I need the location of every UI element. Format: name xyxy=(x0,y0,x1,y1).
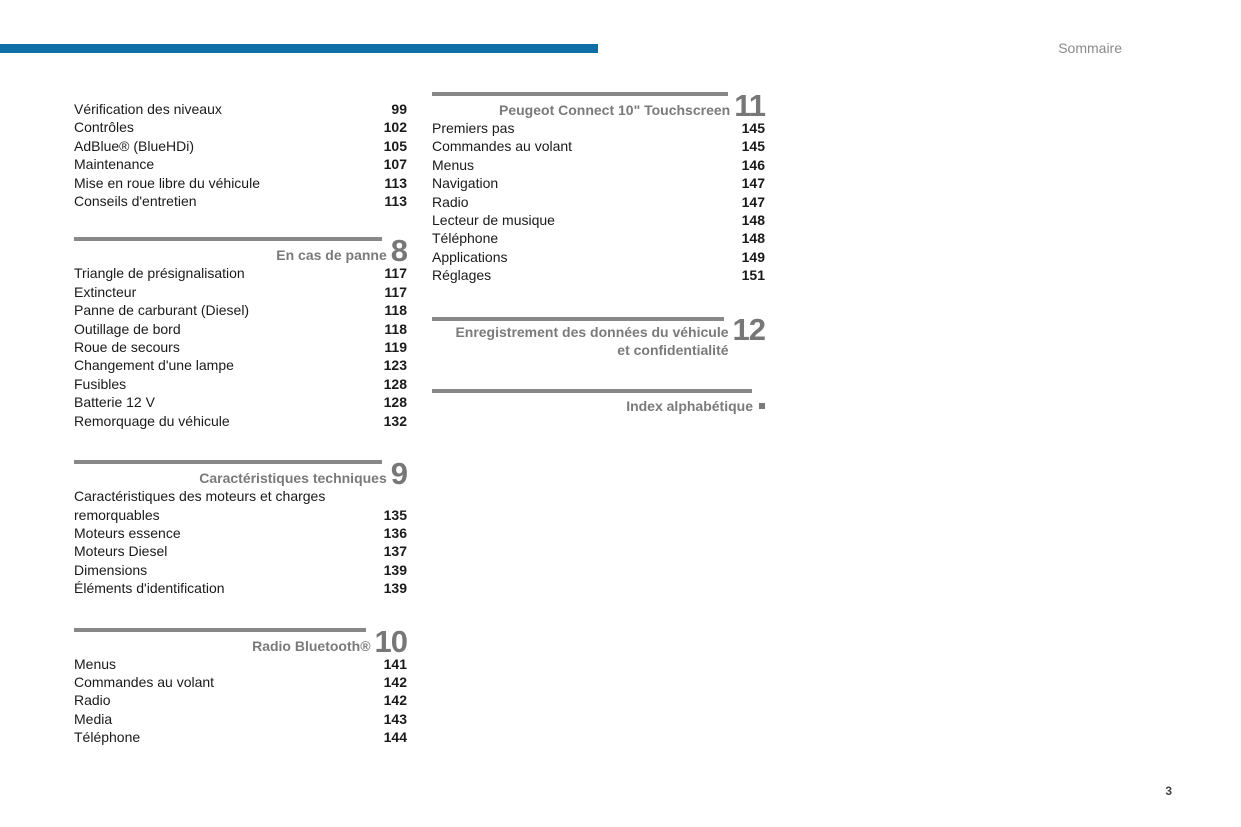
toc-entry[interactable] xyxy=(74,375,407,393)
toc-entry-page: 113 xyxy=(384,193,407,210)
chapter-title xyxy=(455,323,732,361)
toc-entry-label: Fusibles xyxy=(74,375,127,392)
toc-entry-page: 145 xyxy=(741,138,765,155)
toc-entry[interactable] xyxy=(432,174,765,192)
chapter-heading[interactable] xyxy=(432,311,765,361)
toc-entry-label: Lecteur de musique xyxy=(432,212,555,229)
chapter-rule xyxy=(432,389,752,393)
toc-entry[interactable] xyxy=(74,283,407,301)
toc-entry[interactable] xyxy=(74,710,407,728)
toc-section-maintenance xyxy=(74,100,407,210)
toc-entry-label: Media xyxy=(74,710,113,727)
toc-entry-label: Moteurs essence xyxy=(74,524,181,541)
toc-entry[interactable] xyxy=(432,119,765,137)
toc-entry-label: Triangle de présignalisation xyxy=(74,265,245,282)
toc-entry-page: 147 xyxy=(741,193,765,210)
chapter-heading[interactable] xyxy=(74,233,407,269)
toc-entry-page: 136 xyxy=(383,524,407,541)
toc-entry[interactable] xyxy=(432,266,765,284)
chapter-number: 8 xyxy=(390,233,407,269)
toc-entry-label: Moteurs Diesel xyxy=(74,543,168,560)
toc-entry[interactable] xyxy=(432,248,765,266)
chapter-title: En cas de panne xyxy=(276,247,387,264)
toc-entry[interactable] xyxy=(74,561,407,579)
toc-entry[interactable] xyxy=(74,338,407,356)
toc-entry-page: 148 xyxy=(741,212,765,229)
chapter-title-line1: Enregistrement des données du véhicule xyxy=(455,323,729,340)
toc-entry[interactable] xyxy=(74,137,407,155)
toc-entry-multiline[interactable] xyxy=(74,487,407,505)
toc-entry-label: Batterie 12 V xyxy=(74,394,155,411)
square-icon xyxy=(759,403,765,409)
toc-entry-page: 105 xyxy=(383,137,407,154)
toc-entry[interactable] xyxy=(74,155,407,173)
toc-entry-label: Conseils d'entretien xyxy=(74,193,197,210)
toc-entry-page: 119 xyxy=(384,339,407,356)
toc-section-chapter-12 xyxy=(432,311,765,361)
chapter-title-line2: et confidentialité xyxy=(617,341,729,358)
toc-entry[interactable] xyxy=(74,691,407,709)
chapter-heading[interactable] xyxy=(432,88,765,123)
toc-entry-label: Applications xyxy=(432,248,508,265)
toc-entry[interactable] xyxy=(74,579,407,597)
toc-entry-page: 132 xyxy=(383,412,407,429)
toc-column-right xyxy=(432,90,765,415)
toc-entry-page: 142 xyxy=(383,673,407,690)
toc-entry-label: Dimensions xyxy=(74,561,148,578)
toc-entry[interactable] xyxy=(74,524,407,542)
toc-entry-multiline-cont[interactable] xyxy=(74,506,407,524)
toc-entry[interactable] xyxy=(432,229,765,247)
toc-entry[interactable] xyxy=(74,673,407,691)
toc-entry[interactable] xyxy=(74,320,407,338)
toc-entry[interactable] xyxy=(432,156,765,174)
chapter-rule xyxy=(432,317,724,321)
toc-entry-page: 145 xyxy=(741,120,765,136)
toc-entry-label: Téléphone xyxy=(432,230,499,247)
chapter-title: Peugeot Connect 10" Touchscreen xyxy=(499,102,731,118)
toc-entry-label: Commandes au volant xyxy=(74,673,215,690)
toc-entry[interactable] xyxy=(74,655,407,673)
index-title xyxy=(626,397,765,415)
index-title-text: Index alphabétique xyxy=(626,397,753,414)
chapter-rule xyxy=(432,92,728,96)
toc-entry[interactable] xyxy=(74,264,407,282)
toc-entry[interactable] xyxy=(74,100,407,118)
toc-entry-label: Remorquage du véhicule xyxy=(74,412,230,429)
toc-entry[interactable] xyxy=(74,412,407,430)
toc-entry-label: Vérification des niveaux xyxy=(74,101,222,117)
running-title: Sommaire xyxy=(1058,40,1122,56)
toc-entry-page: 128 xyxy=(383,375,407,392)
toc-entry-page: 117 xyxy=(384,283,407,300)
toc-entry-page: 128 xyxy=(383,394,407,411)
chapter-heading[interactable] xyxy=(74,623,407,659)
chapter-heading[interactable] xyxy=(74,456,407,492)
toc-entry-page: 99 xyxy=(391,101,407,117)
chapter-number: 10 xyxy=(374,623,407,659)
toc-entry[interactable] xyxy=(432,193,765,211)
toc-entry-label: Extincteur xyxy=(74,283,137,300)
toc-entry[interactable] xyxy=(74,542,407,560)
toc-entry-page: 118 xyxy=(384,320,407,337)
toc-entry-page: 117 xyxy=(384,265,407,282)
chapter-number: 11 xyxy=(734,88,765,123)
toc-entry-label: Menus xyxy=(74,655,117,672)
toc-entry-label-line2: remorquables xyxy=(74,506,160,523)
toc-section-chapter-11 xyxy=(432,90,765,285)
toc-entry[interactable] xyxy=(74,301,407,319)
toc-entry-page: 139 xyxy=(383,561,407,578)
toc-entry-page: 142 xyxy=(383,692,407,709)
toc-entry[interactable] xyxy=(74,174,407,192)
toc-entry[interactable] xyxy=(74,356,407,374)
toc-entry-page: 118 xyxy=(384,302,407,319)
toc-entry-label: Téléphone xyxy=(74,729,141,746)
toc-entry-label: Roue de secours xyxy=(74,339,180,356)
toc-entry[interactable] xyxy=(74,118,407,136)
toc-entry-page: 113 xyxy=(384,174,407,191)
chapter-rule xyxy=(74,460,382,464)
chapter-title: Radio Bluetooth® xyxy=(252,637,371,654)
toc-entry-label: Navigation xyxy=(432,175,499,192)
toc-entry-page: 123 xyxy=(383,357,407,374)
index-heading[interactable] xyxy=(432,387,765,415)
toc-section-chapter-10 xyxy=(74,623,407,747)
toc-entry[interactable] xyxy=(432,137,765,155)
toc-entry-label: Réglages xyxy=(432,267,492,284)
toc-entry[interactable] xyxy=(74,728,407,746)
toc-entry-page: 144 xyxy=(383,729,407,746)
page-number: 3 xyxy=(1165,784,1172,798)
toc-entry-page: 146 xyxy=(741,156,765,173)
chapter-number: 12 xyxy=(732,311,765,347)
toc-entry[interactable] xyxy=(432,211,765,229)
toc-section-index xyxy=(432,387,765,415)
toc-entry-page: 141 xyxy=(383,655,407,672)
toc-entry-label: AdBlue® (BlueHDi) xyxy=(74,137,195,154)
toc-entry-label: Premiers pas xyxy=(432,120,515,136)
toc-entry-page: 143 xyxy=(383,710,407,727)
toc-entry-page: 135 xyxy=(383,506,407,523)
toc-entry-label: Outillage de bord xyxy=(74,320,181,337)
toc-column-left xyxy=(74,100,407,747)
toc-entry-label: Mise en roue libre du véhicule xyxy=(74,174,260,191)
chapter-rule xyxy=(74,628,366,632)
toc-section-chapter-8 xyxy=(74,235,407,430)
toc-entry-label: Contrôles xyxy=(74,119,134,136)
toc-entry-page: 149 xyxy=(741,248,765,265)
toc-entry-label: Panne de carburant (Diesel) xyxy=(74,302,250,319)
toc-entry-label: Changement d'une lampe xyxy=(74,357,234,374)
chapter-title: Caractéristiques techniques xyxy=(199,470,387,487)
chapter-rule xyxy=(74,237,382,241)
toc-entry-label: Éléments d'identification xyxy=(74,580,225,597)
toc-section-chapter-9 xyxy=(74,458,407,597)
toc-entry-label: Radio xyxy=(432,193,469,210)
header-accent-bar xyxy=(0,44,598,53)
toc-entry-label-line1: Caractéristiques des moteurs et charges xyxy=(74,488,326,505)
toc-entry[interactable] xyxy=(74,393,407,411)
toc-entry-label: Menus xyxy=(432,156,475,173)
toc-entry-page: 151 xyxy=(741,267,765,284)
toc-entry-label: Commandes au volant xyxy=(432,138,573,155)
toc-entry-label: Radio xyxy=(74,692,111,709)
toc-entry-page: 148 xyxy=(741,230,765,247)
toc-entry-label: Maintenance xyxy=(74,156,155,173)
toc-entry-page: 102 xyxy=(383,119,407,136)
toc-entry-page: 139 xyxy=(383,580,407,597)
toc-entry-page: 107 xyxy=(383,156,407,173)
toc-entry-page: 147 xyxy=(741,175,765,192)
chapter-number: 9 xyxy=(390,456,407,492)
toc-entry-page: 137 xyxy=(383,543,407,560)
toc-entry[interactable] xyxy=(74,192,407,210)
